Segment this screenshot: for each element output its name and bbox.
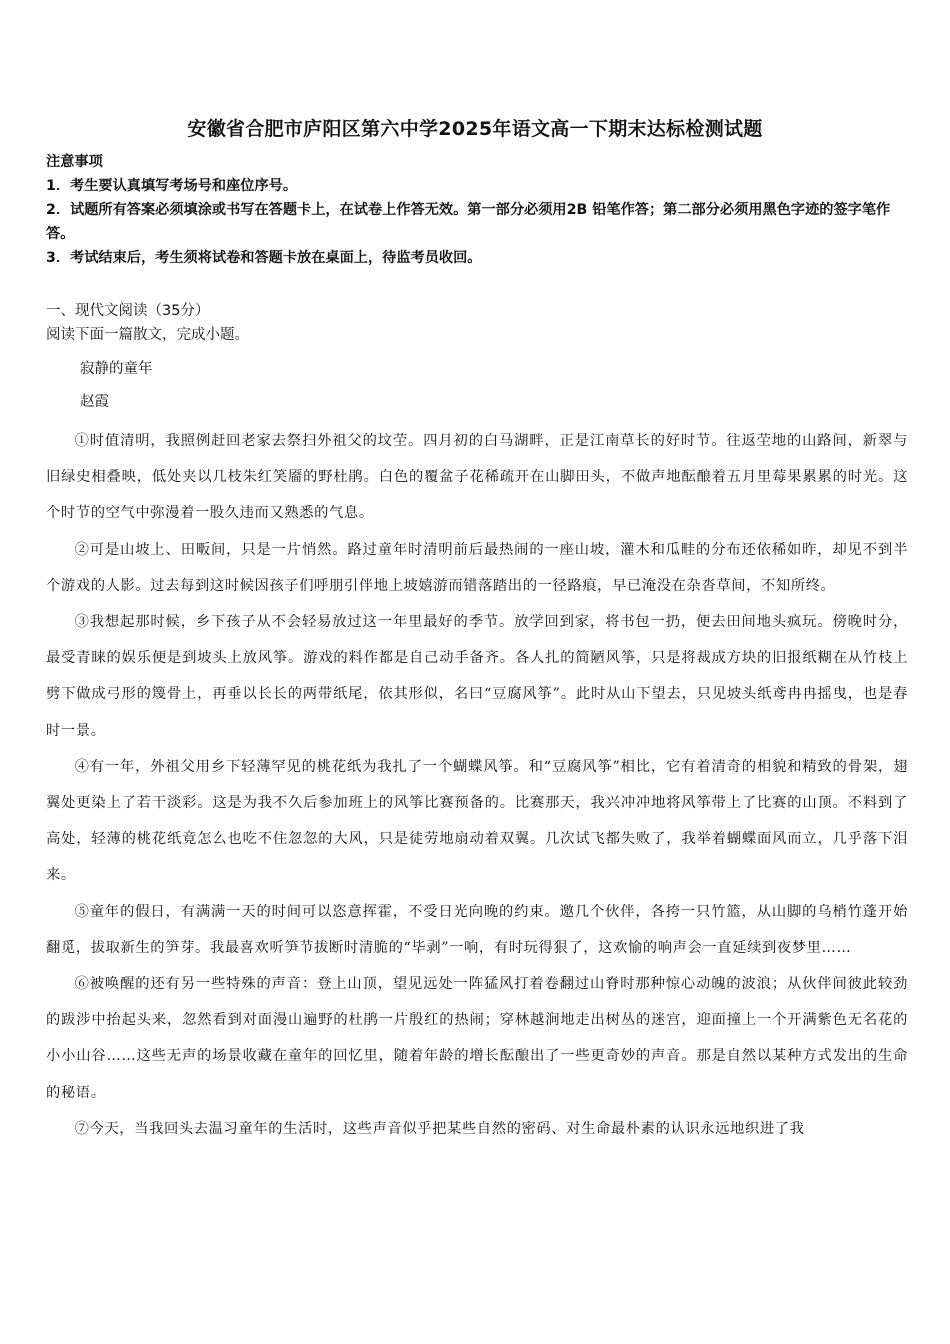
essay-paragraph: ③我想起那时候，乡下孩子从不会轻易放过这一年里最好的季节。放学回到家，将书包一扔，便去田间地头疯玩。傍晚时分，最受青睐的娱乐便是到坡头上放风筝。游戏的料作都是自己动手备齐。各人扎的简陋风筝，只是将裁成方块的旧报纸糊在从竹枝上劈下做成弓形的篾骨上，再垂以长长的两带纸尾，依其形似，名曰“豆腐风筝”。此时从山下望去，只见坡头纸鸢冉冉摇曳，也是春时一景。 bbox=[46, 614, 908, 739]
page-title: 安徽省合肥市庐阳区第六中学2025年语文高一下期末达标检测试题 bbox=[187, 118, 763, 140]
essay-paragraph: ⑥被唤醒的还有另一些特殊的声音：登上山顶，望见远处一阵猛风打着卷翻过山脊时那种惊心动魄的波浪；从伙伴间彼此较劲的跋涉中抬起头来，忽然看到对面漫山遍野的杜鹃一片殷红的热闹；穿林越涧地走出树丛的迷宫，迎面撞上一个开满紫色无名花的小小山谷……这些无声的场景收藏在童年的回忆里，随着年龄的增长酝酿出了一些更奇妙的声音。那是自然以某种方式发出的生命的秘语。 bbox=[46, 976, 908, 1101]
essay-body bbox=[46, 423, 908, 1147]
essay-paragraph: ①时值清明，我照例赶回老家去祭扫外祖父的坟茔。四月初的白马湖畔，正是江南草长的好时节。往返茔地的山路间，新翠与旧绿史相叠映，低处夹以几枝朱红笑靥的野杜鹃。白色的覆盆子花稀疏开在山脚田头，不做声地酝酿着五月里莓果累累的时光。这个时节的空气中弥漫着一股久违而又熟悉的气息。 bbox=[46, 433, 908, 522]
essay-paragraph: ⑤童年的假日，有满满一天的时间可以恣意挥霍，不受日光向晚的约束。邀几个伙伴，各挎一只竹篮，从山脚的乌梢竹蓬开始翻觅，拔取新生的笋芽。我最喜欢听笋节拔断时清脆的“毕剥”一响，有时玩得狠了，这欢愉的响声会一直延续到夜梦里…… bbox=[46, 903, 908, 956]
essay-paragraph: ⑦今天，当我回头去温习童年的生活时，这些声音似乎把某些自然的密码、对生命最朴素的认识永远地织进了我 bbox=[74, 1120, 805, 1137]
notice-heading: 注意事项 bbox=[46, 154, 103, 170]
essay-paragraph: ④有一年，外祖父用乡下轻薄罕见的桃花纸为我扎了一个蝴蝶风筝。和“豆腐风筝”相比，它有着清奇的相貌和精致的骨架，翅翼处更染上了若干淡彩。这是为我不久后参加班上的风筝比赛预备的。比赛那天，我兴冲冲地将风筝带上了比赛的山顶。不料到了高处，轻薄的桃花纸竟怎么也吃不住忽忽的大风，只是徒劳地扇动着双翼。几次试飞都失败了，我举着蝴蝶面风而立，几乎落下泪来。 bbox=[46, 758, 908, 884]
section-heading: 一、现代文阅读（35分） bbox=[46, 303, 210, 319]
notice-item: 2．试题所有答案必须填涂或书写在答题卡上，在试卷上作答无效。第一部分必须用2B 铅笔作答；第二部分必须用黑色字迹的签字笔作答。 bbox=[46, 202, 891, 242]
notice-item: 1．考生要认真填写考场号和座位序号。 bbox=[46, 178, 298, 194]
notice-block bbox=[46, 150, 908, 270]
section-instruction: 阅读下面一篇散文，完成小题。 bbox=[46, 327, 249, 343]
essay-paragraph: ②可是山坡上、田畈间，只是一片悄然。路过童年时清明前后最热闹的一座山坡，灌木和瓜畦的分布还依稀如昨，却见不到半个游戏的人影。过去每到这时候因孩子们呼朋引伴地上坡嬉游而错落踏出的一径路痕，早已淹没在杂沓草间，不知所终。 bbox=[46, 541, 908, 594]
essay-title: 寂静的童年 bbox=[80, 361, 153, 377]
essay-author: 赵霞 bbox=[80, 394, 109, 410]
notice-item: 3．考试结束后，考生须将试卷和答题卡放在桌面上，待监考员收回。 bbox=[46, 250, 482, 266]
